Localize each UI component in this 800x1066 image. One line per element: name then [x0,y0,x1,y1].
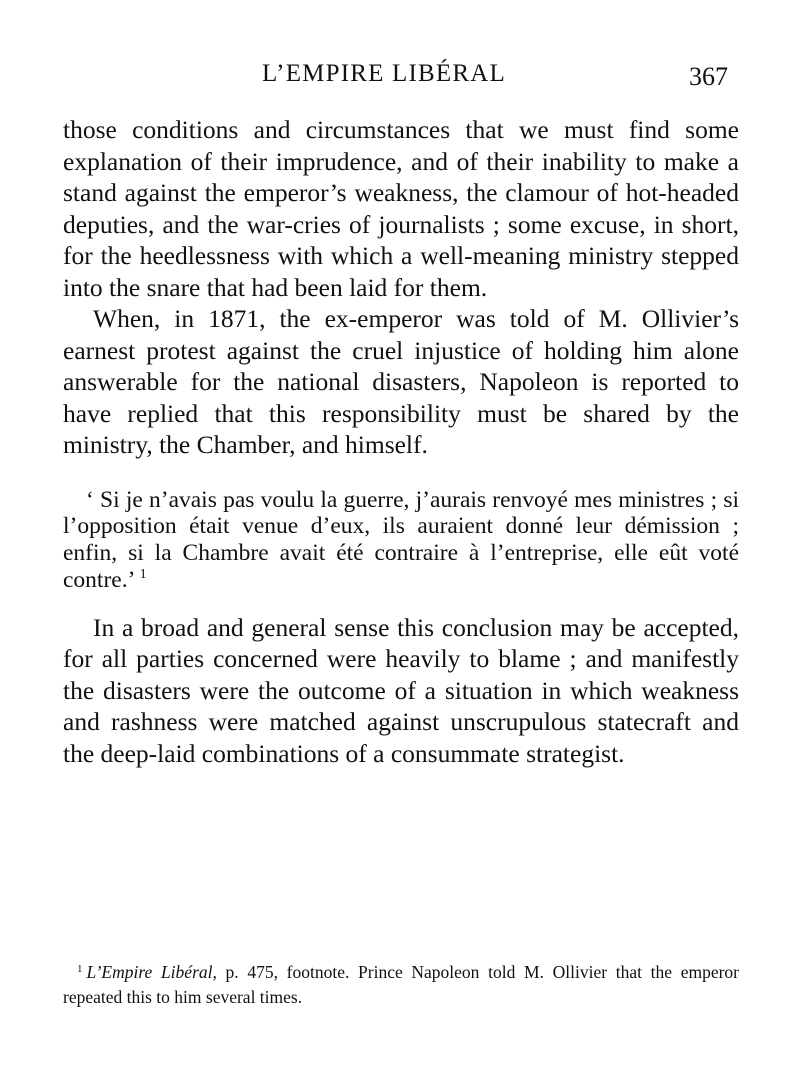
paragraph-ollivier-protest: When, in 1871, the ex-emperor was told of M. Ollivier’s earnest protest against the cruel injustice of holding him alone answerable for the national disasters, Napoleon is reported to have replied that this responsibility must be shared by the ministry, the Chamber, and himself. [63,304,739,459]
footnote [63,957,739,1010]
paragraph-continued: those conditions and circumstances that we must find some explanation of their imprudence, and of their inability to make a stand against the emperor’s weakness, the clamour of hot-headed deputies, and the war-cries of journalists ; some excuse, in short, for the heedlessness with which a well-meaning ministry stepped into the snare that had been laid for them. [63,115,739,302]
footnote-marker: 1 [77,963,83,975]
page-number: 367 [689,62,728,91]
quote-text: ‘ Si je n’avais pas voulu la guerre, j’aurais renvoyé mes ministres ; si l’opposition était venue d’eux, ils auraient donné leur démission ; enfin, si la Chambre avait été contraire à l’entreprise, elle eût voté contre.’ [63,486,739,593]
footnote-work-title: L’Empire Libéral, [86,962,217,982]
paragraph-conclusion: In a broad and general sense this conclusion may be accepted, for all parties concerned were heavily to blame ; and manifestly the disasters were the outcome of a situation in which weakness and rashness were matched against unscrupulous statecraft and the deep-laid combinations of a consummate strategist. [63,612,739,768]
running-title: L’EMPIRE LIBÉRAL [262,60,506,87]
body-text [63,114,739,769]
footnote-reference: 1 [139,566,147,582]
footnote-text: p. 475, footnote. Prince Napoleon told M. Ollivier that the emperor repeated this to him several times. [63,962,739,1007]
running-header [0,60,800,96]
block-quote [63,487,739,594]
